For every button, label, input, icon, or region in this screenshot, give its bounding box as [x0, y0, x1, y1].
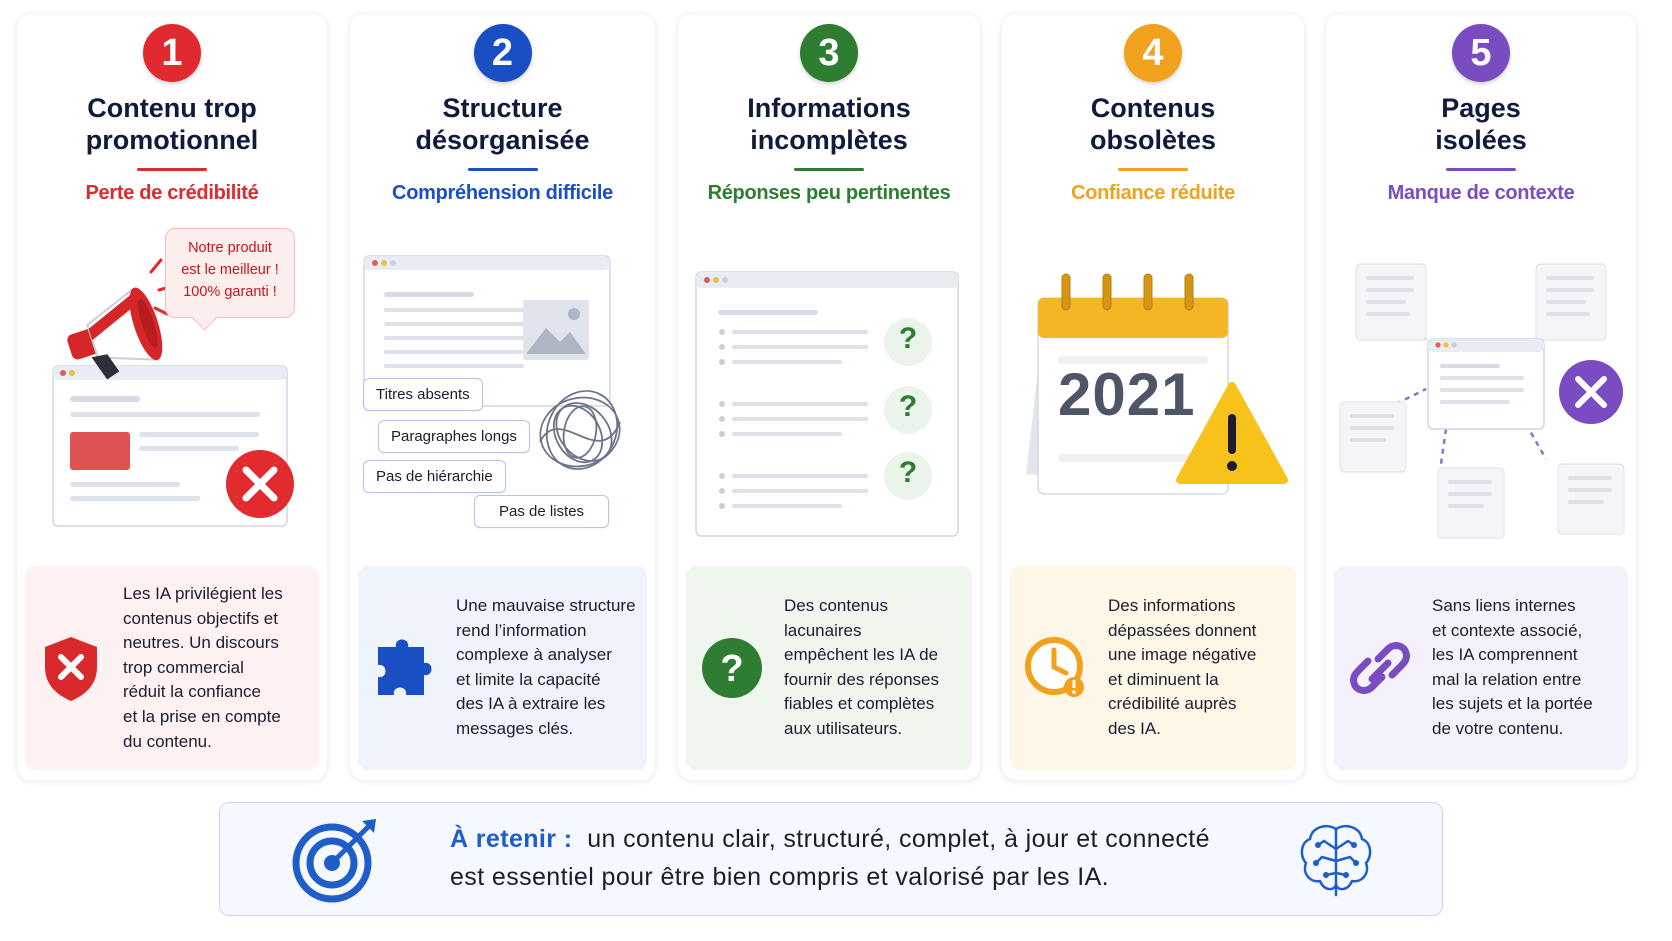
number-badge: 1 — [143, 24, 201, 82]
card-promotional — [17, 14, 327, 780]
card-subtitle: Manque de contexte — [1387, 182, 1575, 204]
speech-bubble — [165, 228, 295, 318]
chip-pas-de-listes: Pas de listes — [474, 495, 609, 528]
title-underline — [1446, 168, 1516, 171]
illustration — [17, 214, 327, 554]
takeaway-banner — [219, 802, 1443, 916]
number-badge: 5 — [1452, 24, 1510, 82]
document-window-icon — [678, 214, 980, 554]
title-underline — [137, 168, 207, 171]
shield-x-icon — [39, 633, 103, 703]
chip-paragraphes-longs: Paragraphes longs — [378, 420, 530, 453]
number-badge: 4 — [1124, 24, 1182, 82]
card-title: Informations incomplètes — [747, 93, 911, 155]
description-text: Des contenus lacunaires empêchent les IA de fournir des réponses fiables et complètes aux utilisateurs. — [784, 596, 939, 739]
question-mark-icon: ? — [898, 322, 918, 355]
illustration — [350, 214, 655, 554]
description-text: Les IA privilégient les contenus objectifs et neutres. Un discours trop commercial réduit la confiance et la prise en compte du contenu. — [123, 583, 283, 751]
takeaway-label: À retenir : — [450, 825, 573, 853]
card-obsolete — [1002, 14, 1304, 780]
card-title: Contenu trop promotionnel — [85, 93, 259, 155]
takeaway-line-2: est essentiel pour être bien compris et valorisé par les IA. — [450, 863, 1110, 891]
illustration — [678, 214, 980, 554]
tangled-scribble-icon — [530, 382, 630, 482]
question-circle-icon — [700, 633, 764, 703]
title-underline — [468, 168, 538, 171]
description-text: Sans liens internes et contexte associé, les IA comprennent mal la relation entre les sujets et la portée de votre contenu. — [1432, 596, 1593, 739]
description-box — [1334, 566, 1628, 770]
chip-titres-absents: Titres absents — [363, 378, 483, 411]
card-title: Structure désorganisée — [415, 93, 590, 155]
description-box — [686, 566, 972, 770]
description-text: Une mauvaise structure rend l’information complexe à analyser et limite la capacité des IA à extraire les messages clés. — [456, 596, 636, 739]
card-subtitle: Perte de crédibilité — [85, 182, 259, 204]
card-structure — [350, 14, 655, 780]
description-text: Des informations dépassées donnent une image négative et diminuent la crédibilité auprès des IA. — [1108, 596, 1257, 739]
puzzle-icon — [372, 633, 436, 703]
speech-bubble-text: Notre produit est le meilleur ! 100% garanti ! — [181, 240, 279, 300]
question-mark-icon: ? — [898, 390, 918, 423]
description-box — [25, 566, 319, 770]
number-badge: 3 — [800, 24, 858, 82]
title-underline — [1118, 168, 1188, 171]
takeaway-line-1 — [450, 825, 1210, 854]
target-icon — [292, 815, 382, 905]
isolated-network-icon — [1326, 214, 1636, 554]
card-incomplete — [678, 14, 980, 780]
chip-pas-de-hierarchie: Pas de hiérarchie — [363, 460, 506, 493]
card-isolated — [1326, 14, 1636, 780]
illustration — [1326, 214, 1636, 554]
card-subtitle: Compréhension difficile — [392, 182, 613, 204]
card-title: Contenus obsolètes — [1089, 93, 1217, 155]
description-box — [1010, 566, 1296, 770]
illustration — [1002, 214, 1304, 554]
clock-warning-icon — [1024, 633, 1088, 703]
brain-icon — [1296, 819, 1376, 899]
title-underline — [794, 168, 864, 171]
card-title: Pages isolées — [1435, 93, 1527, 155]
question-mark-icon: ? — [898, 456, 918, 489]
description-box — [358, 566, 647, 770]
calendar-year: 2021 — [1058, 361, 1196, 428]
number-badge: 2 — [474, 24, 532, 82]
card-subtitle: Réponses peu pertinentes — [707, 182, 951, 204]
card-subtitle: Confiance réduite — [1071, 182, 1235, 204]
link-icon — [1348, 633, 1412, 703]
takeaway-text-1: un contenu clair, structuré, complet, à jour et connecté — [587, 825, 1210, 853]
svg-text:?: ? — [720, 648, 744, 690]
